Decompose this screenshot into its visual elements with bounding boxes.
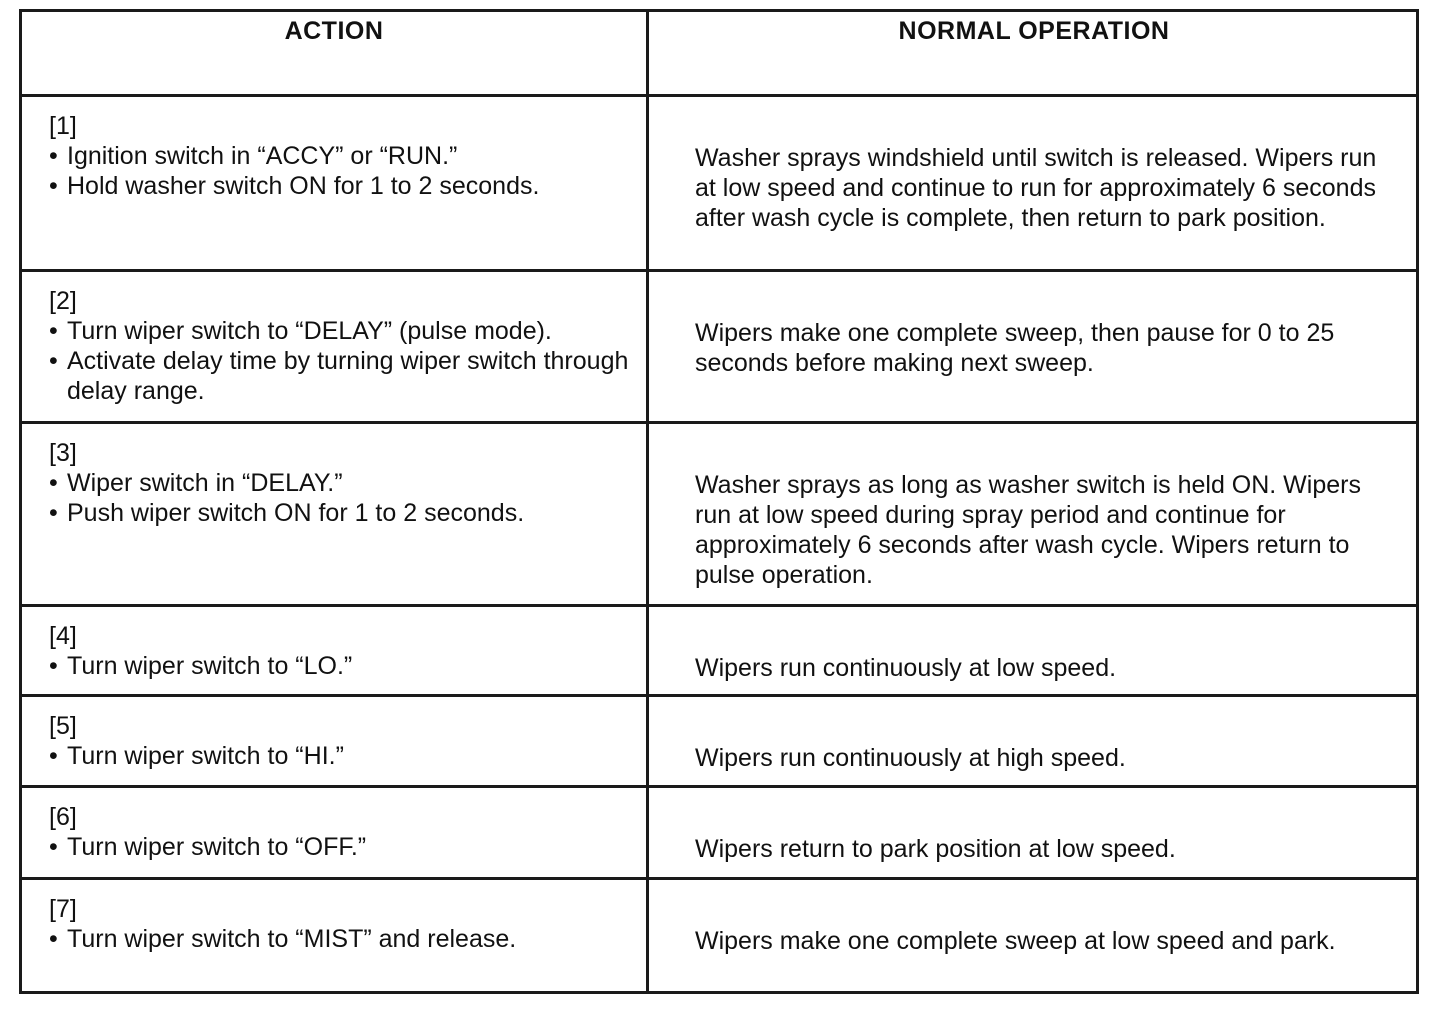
action-item: • Push wiper switch ON for 1 to 2 seconds. xyxy=(49,499,525,527)
header-action: ACTION xyxy=(284,17,384,45)
wiper-operation-table xyxy=(19,9,1419,994)
action-item: • Wiper switch in “DELAY.” xyxy=(49,469,343,497)
step-number: [4] xyxy=(49,622,77,650)
step-number: [6] xyxy=(49,803,77,831)
action-cell xyxy=(49,286,644,406)
normal-operation-cell: Washer sprays windshield until switch is released. Wipers run at low speed and continue to run for approximately 6 seconds after wash cycle is complete, then return to park position. xyxy=(695,144,1377,232)
action-item: • Turn wiper switch to “LO.” xyxy=(49,652,353,680)
action-cell xyxy=(49,438,644,528)
header-normal-operation: NORMAL OPERATION xyxy=(898,17,1170,45)
table-header-row xyxy=(22,12,1416,94)
normal-operation-cell: Wipers make one complete sweep, then pause for 0 to 25 seconds before making next sweep. xyxy=(695,319,1335,377)
table-row xyxy=(22,785,1416,877)
normal-operation-cell: Wipers return to park position at low speed. xyxy=(695,835,1176,863)
action-item: • Turn wiper switch to “OFF.” xyxy=(49,833,367,861)
action-cell xyxy=(49,111,644,201)
table-row xyxy=(22,269,1416,421)
action-item: • Ignition switch in “ACCY” or “RUN.” xyxy=(49,142,458,170)
action-cell xyxy=(49,621,644,681)
table-row xyxy=(22,421,1416,604)
action-item: • Activate delay time by turning wiper switch through delay range. xyxy=(49,347,629,405)
table-row xyxy=(22,604,1416,694)
action-item: • Turn wiper switch to “DELAY” (pulse mode). xyxy=(49,317,552,345)
table-row xyxy=(22,94,1416,269)
step-number: [7] xyxy=(49,895,77,923)
table-row xyxy=(22,694,1416,785)
step-number: [5] xyxy=(49,712,77,740)
action-cell xyxy=(49,711,644,771)
action-cell xyxy=(49,894,644,954)
action-item: • Turn wiper switch to “MIST” and release. xyxy=(49,925,517,953)
normal-operation-cell: Wipers make one complete sweep at low speed and park. xyxy=(695,927,1336,955)
action-item: • Hold washer switch ON for 1 to 2 seconds. xyxy=(49,172,540,200)
action-item: • Turn wiper switch to “HI.” xyxy=(49,742,344,770)
normal-operation-cell: Wipers run continuously at high speed. xyxy=(695,744,1126,772)
action-cell xyxy=(49,802,644,862)
step-number: [1] xyxy=(49,112,77,140)
normal-operation-cell: Wipers run continuously at low speed. xyxy=(695,654,1117,682)
step-number: [2] xyxy=(49,287,77,315)
step-number: [3] xyxy=(49,439,77,467)
normal-operation-cell: Washer sprays as long as washer switch is held ON. Wipers run at low speed during spray period and continue for approximately 6 seconds after wash cycle. Wipers return to pulse operation. xyxy=(695,471,1361,589)
table-row xyxy=(22,877,1416,991)
